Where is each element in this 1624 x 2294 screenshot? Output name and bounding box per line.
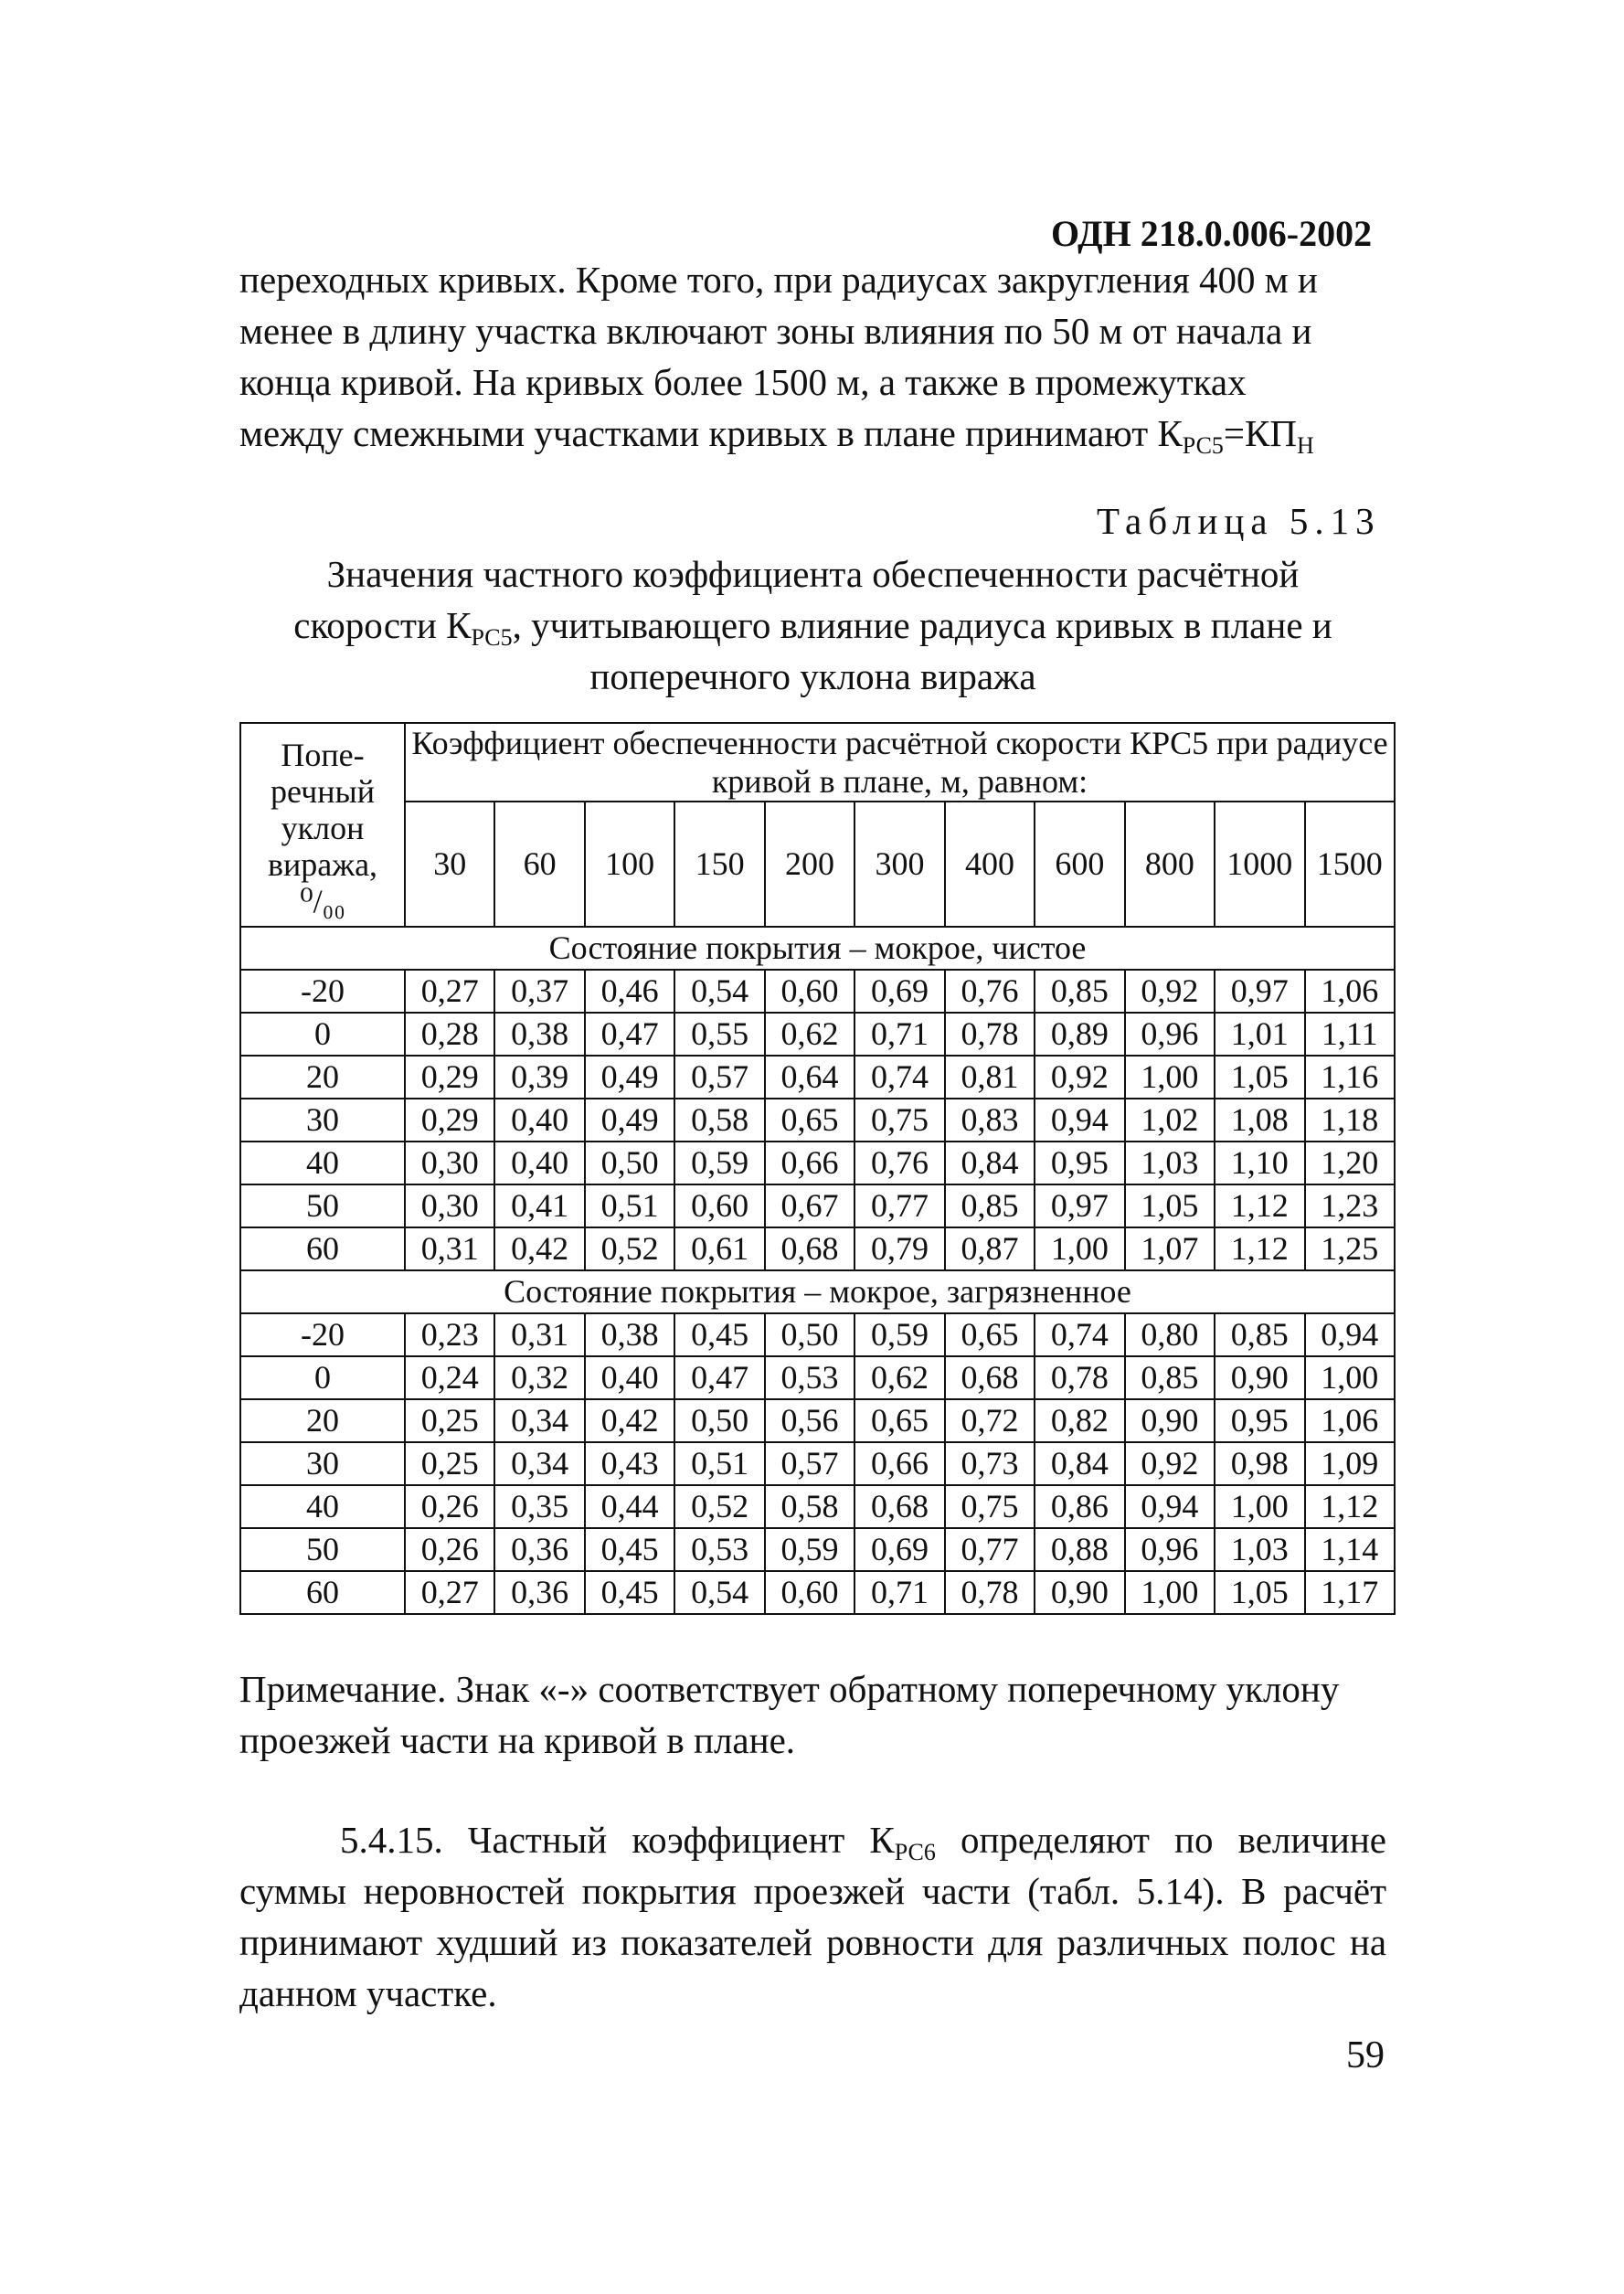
formula-subscript: РС5 (1182, 432, 1224, 459)
value-cell: 0,28 (405, 1013, 494, 1056)
value-cell: 0,84 (1035, 1442, 1124, 1485)
value-cell: 0,30 (405, 1142, 494, 1184)
radius-header-cell: 100 (585, 802, 674, 927)
value-cell: 1,10 (1215, 1142, 1304, 1184)
value-cell: 0,88 (1035, 1528, 1124, 1571)
value-cell: 0,30 (405, 1184, 494, 1227)
value-cell: 0,86 (1035, 1485, 1124, 1528)
row-header-cell (240, 723, 405, 927)
value-cell: 0,85 (1215, 1313, 1304, 1356)
value-cell: 0,90 (1125, 1399, 1215, 1442)
value-cell: 0,95 (1215, 1399, 1304, 1442)
value-cell: 0,56 (765, 1399, 854, 1442)
value-cell: 0,58 (765, 1485, 854, 1528)
intro-line: конца кривой. На кривых более 1500 м, а также в промежутках (239, 361, 1247, 403)
slope-cell: 0 (240, 1356, 405, 1399)
value-cell: 0,49 (585, 1099, 674, 1142)
value-cell: 0,77 (945, 1528, 1035, 1571)
value-cell: 1,12 (1215, 1227, 1304, 1270)
section-paragraph (239, 1814, 1386, 2019)
value-cell: 0,66 (765, 1142, 854, 1184)
caption-part: скорости К (293, 604, 472, 646)
value-cell: 0,90 (1215, 1356, 1304, 1399)
value-cell: 1,16 (1305, 1056, 1395, 1099)
value-cell: 1,17 (1305, 1571, 1395, 1614)
value-cell: 0,54 (674, 1571, 764, 1614)
value-cell: 0,45 (585, 1571, 674, 1614)
value-cell: 0,41 (494, 1184, 584, 1227)
group-header-cell: Коэффициент обеспеченности расчётной скорости КPC5 при радиусе кривой в плане, м, равном: (405, 723, 1395, 802)
radius-header-cell: 1500 (1305, 802, 1395, 927)
table-row (240, 970, 1395, 1013)
slope-cell: 50 (240, 1184, 405, 1227)
value-cell: 0,96 (1125, 1013, 1215, 1056)
radius-header-row (240, 802, 1395, 927)
value-cell: 0,85 (1035, 970, 1124, 1013)
value-cell: 0,92 (1125, 1442, 1215, 1485)
table-row (240, 1528, 1395, 1571)
table-note (239, 1663, 1386, 1766)
value-cell: 0,61 (674, 1227, 764, 1270)
table-caption (239, 548, 1386, 702)
value-cell: 0,50 (585, 1142, 674, 1184)
value-cell: 0,53 (765, 1356, 854, 1399)
value-cell: 0,24 (405, 1356, 494, 1399)
value-cell: 0,54 (674, 970, 764, 1013)
intro-line: переходных кривых. Кроме того, при радиусах закругления 400 м и (239, 259, 1318, 301)
value-cell: 0,96 (1125, 1528, 1215, 1571)
section-title-row (240, 927, 1395, 970)
value-cell: 1,00 (1035, 1227, 1124, 1270)
slope-cell: 30 (240, 1442, 405, 1485)
value-cell: 0,79 (854, 1227, 944, 1270)
radius-header-cell: 60 (494, 802, 584, 927)
value-cell: 0,31 (405, 1227, 494, 1270)
radius-header-cell: 300 (854, 802, 944, 927)
value-cell: 0,97 (1215, 970, 1304, 1013)
table-row (240, 1056, 1395, 1099)
value-cell: 0,40 (494, 1099, 584, 1142)
value-cell: 0,78 (1035, 1356, 1124, 1399)
slope-cell: 30 (240, 1099, 405, 1142)
value-cell: 0,26 (405, 1485, 494, 1528)
value-cell: 1,18 (1305, 1099, 1395, 1142)
value-cell: 0,80 (1125, 1313, 1215, 1356)
value-cell: 0,59 (765, 1528, 854, 1571)
value-cell: 0,40 (585, 1356, 674, 1399)
formula-subscript: Н (1297, 432, 1314, 459)
value-cell: 0,67 (765, 1184, 854, 1227)
value-cell: 0,45 (585, 1528, 674, 1571)
note-line: Примечание. Знак «-» соответствует обратному поперечному уклону (239, 1668, 1340, 1710)
value-cell: 0,27 (405, 1571, 494, 1614)
value-cell: 1,06 (1305, 1399, 1395, 1442)
value-cell: 0,47 (674, 1356, 764, 1399)
caption-line (239, 600, 1386, 651)
value-cell: 0,47 (585, 1013, 674, 1056)
value-cell: 0,74 (854, 1056, 944, 1099)
value-cell: 0,81 (945, 1056, 1035, 1099)
value-cell: 1,02 (1125, 1099, 1215, 1142)
value-cell: 0,23 (405, 1313, 494, 1356)
value-cell: 0,76 (854, 1142, 944, 1184)
value-cell: 0,73 (945, 1442, 1035, 1485)
value-cell: 0,72 (945, 1399, 1035, 1442)
value-cell: 0,94 (1305, 1313, 1395, 1356)
slope-cell: 40 (240, 1142, 405, 1184)
value-cell: 0,40 (494, 1142, 584, 1184)
table-row (240, 1013, 1395, 1056)
table-header-row (240, 723, 1395, 802)
section-title-row (240, 1270, 1395, 1313)
value-cell: 0,92 (1125, 970, 1215, 1013)
value-cell: 0,62 (854, 1356, 944, 1399)
table-row (240, 1442, 1395, 1485)
value-cell: 0,84 (945, 1142, 1035, 1184)
value-cell: 0,65 (765, 1099, 854, 1142)
slope-cell: 60 (240, 1571, 405, 1614)
value-cell: 0,57 (674, 1056, 764, 1099)
row-header-line: речный (271, 772, 375, 810)
value-cell: 1,05 (1215, 1056, 1304, 1099)
value-cell: 1,00 (1305, 1356, 1395, 1399)
value-cell: 0,51 (674, 1442, 764, 1485)
value-cell: 1,01 (1215, 1013, 1304, 1056)
table-body (240, 927, 1395, 1614)
value-cell: 0,95 (1035, 1142, 1124, 1184)
caption-line: Значения частного коэффициента обеспеченности расчётной (326, 553, 1300, 595)
value-cell: 0,71 (854, 1013, 944, 1056)
intro-line: менее в длину участка включают зоны влияния по 50 м от начала и (239, 310, 1312, 352)
value-cell: 0,44 (585, 1485, 674, 1528)
value-cell: 1,11 (1305, 1013, 1395, 1056)
paragraph-part: определяют по величине (935, 1819, 1387, 1861)
value-cell: 0,25 (405, 1442, 494, 1485)
table-row (240, 1571, 1395, 1614)
value-cell: 0,83 (945, 1099, 1035, 1142)
slope-cell: 0 (240, 1013, 405, 1056)
value-cell: 0,45 (674, 1313, 764, 1356)
value-cell: 0,36 (494, 1571, 584, 1614)
value-cell: 0,29 (405, 1056, 494, 1099)
note-line: проезжей части на кривой в плане. (239, 1719, 796, 1761)
value-cell: 1,05 (1125, 1184, 1215, 1227)
value-cell: 0,94 (1125, 1485, 1215, 1528)
value-cell: 0,34 (494, 1399, 584, 1442)
value-cell: 0,51 (585, 1184, 674, 1227)
value-cell: 0,59 (674, 1142, 764, 1184)
value-cell: 0,50 (765, 1313, 854, 1356)
value-cell: 0,89 (1035, 1013, 1124, 1056)
value-cell: 0,92 (1035, 1056, 1124, 1099)
value-cell: 0,50 (674, 1399, 764, 1442)
value-cell: 0,64 (765, 1056, 854, 1099)
value-cell: 0,39 (494, 1056, 584, 1099)
section-title: Состояние покрытия – мокрое, чистое (240, 927, 1395, 970)
value-cell: 0,36 (494, 1528, 584, 1571)
value-cell: 0,29 (405, 1099, 494, 1142)
value-cell: 1,00 (1125, 1571, 1215, 1614)
value-cell: 0,26 (405, 1528, 494, 1571)
value-cell: 0,58 (674, 1099, 764, 1142)
table-row (240, 1227, 1395, 1270)
value-cell: 1,08 (1215, 1099, 1304, 1142)
value-cell: 0,74 (1035, 1313, 1124, 1356)
value-cell: 0,87 (945, 1227, 1035, 1270)
value-cell: 0,65 (854, 1399, 944, 1442)
radius-header-cell: 1000 (1215, 802, 1304, 927)
table-row (240, 1356, 1395, 1399)
value-cell: 0,85 (945, 1184, 1035, 1227)
value-cell: 0,68 (765, 1227, 854, 1270)
caption-line: поперечного уклона виража (589, 655, 1036, 697)
value-cell: 0,60 (765, 970, 854, 1013)
value-cell: 0,90 (1035, 1571, 1124, 1614)
table-row (240, 1313, 1395, 1356)
value-cell: 0,68 (945, 1356, 1035, 1399)
value-cell: 0,62 (765, 1013, 854, 1056)
value-cell: 0,85 (1125, 1356, 1215, 1399)
intro-line-formula (239, 408, 1386, 459)
value-cell: 0,78 (945, 1571, 1035, 1614)
row-header-line: виража, (267, 845, 378, 883)
value-cell: 0,43 (585, 1442, 674, 1485)
value-cell: 0,38 (585, 1313, 674, 1356)
paragraph-part: принимают худший из показателей ровности для различных полос (239, 1921, 1336, 1963)
intro-line: между смежными участками кривых в плане принимают К (239, 412, 1183, 454)
row-header-line: Попе- (281, 736, 365, 773)
formula-equals: =КП (1223, 412, 1297, 454)
intro-paragraph (239, 254, 1386, 459)
slope-cell: 20 (240, 1399, 405, 1442)
paragraph-part: на данном участке. (239, 1921, 1387, 2014)
slope-cell: -20 (240, 1313, 405, 1356)
value-cell: 0,37 (494, 970, 584, 1013)
section-title: Состояние покрытия – мокрое, загрязненное (240, 1270, 1395, 1313)
radius-header-cell: 150 (674, 802, 764, 927)
value-cell: 0,66 (854, 1442, 944, 1485)
value-cell: 0,34 (494, 1442, 584, 1485)
row-header-line: уклон (281, 809, 365, 846)
value-cell: 1,09 (1305, 1442, 1395, 1485)
caption-part: , учитывающего влияние радиуса кривых в плане и (512, 604, 1332, 646)
table-row (240, 1485, 1395, 1528)
value-cell: 0,52 (585, 1227, 674, 1270)
value-cell: 0,53 (674, 1528, 764, 1571)
value-cell: 1,03 (1125, 1142, 1215, 1184)
slope-cell: 40 (240, 1485, 405, 1528)
value-cell: 0,35 (494, 1485, 584, 1528)
value-cell: 1,14 (1305, 1528, 1395, 1571)
radius-header-cell: 30 (405, 802, 494, 927)
value-cell: 0,31 (494, 1313, 584, 1356)
table-row (240, 1099, 1395, 1142)
radius-header-cell: 200 (765, 802, 854, 927)
value-cell: 0,76 (945, 970, 1035, 1013)
radius-header-cell: 600 (1035, 802, 1124, 927)
value-cell: 0,78 (945, 1013, 1035, 1056)
value-cell: 0,59 (854, 1313, 944, 1356)
value-cell: 0,82 (1035, 1399, 1124, 1442)
value-cell: 0,69 (854, 970, 944, 1013)
table-number: Таблица 5.13 (1097, 500, 1381, 542)
value-cell: 1,12 (1305, 1485, 1395, 1528)
value-cell: 0,77 (854, 1184, 944, 1227)
slope-cell: 60 (240, 1227, 405, 1270)
paragraph-part: суммы неровностей покрытия проезжей части (табл. 5.14). В расчёт (239, 1870, 1386, 1912)
slope-cell: 20 (240, 1056, 405, 1099)
value-cell: 0,94 (1035, 1099, 1124, 1142)
value-cell: 0,68 (854, 1485, 944, 1528)
value-cell: 0,42 (494, 1227, 584, 1270)
caption-subscript: РС5 (471, 624, 513, 651)
radius-header-cell: 400 (945, 802, 1035, 927)
table-row (240, 1184, 1395, 1227)
table-row (240, 1399, 1395, 1442)
value-cell: 0,27 (405, 970, 494, 1013)
value-cell: 0,57 (765, 1442, 854, 1485)
value-cell: 0,38 (494, 1013, 584, 1056)
value-cell: 0,71 (854, 1571, 944, 1614)
page-number: 59 (1346, 2034, 1385, 2076)
radius-header-cell: 800 (1125, 802, 1215, 927)
slope-cell: -20 (240, 970, 405, 1013)
value-cell: 0,60 (674, 1184, 764, 1227)
value-cell: 0,65 (945, 1313, 1035, 1356)
table-row (240, 1142, 1395, 1184)
value-cell: 1,12 (1215, 1184, 1304, 1227)
value-cell: 0,60 (765, 1571, 854, 1614)
value-cell: 1,03 (1215, 1528, 1304, 1571)
value-cell: 1,05 (1215, 1571, 1304, 1614)
coefficient-table (239, 722, 1396, 1615)
value-cell: 1,20 (1305, 1142, 1395, 1184)
value-cell: 0,25 (405, 1399, 494, 1442)
slope-cell: 50 (240, 1528, 405, 1571)
value-cell: 1,25 (1305, 1227, 1395, 1270)
value-cell: 0,49 (585, 1056, 674, 1099)
value-cell: 1,00 (1215, 1485, 1304, 1528)
value-cell: 0,97 (1035, 1184, 1124, 1227)
value-cell: 0,98 (1215, 1442, 1304, 1485)
value-cell: 0,32 (494, 1356, 584, 1399)
value-cell: 1,06 (1305, 970, 1395, 1013)
value-cell: 1,00 (1125, 1056, 1215, 1099)
value-cell: 0,75 (945, 1485, 1035, 1528)
document-code: ОДН 218.0.006-2002 (1051, 213, 1373, 254)
value-cell: 0,55 (674, 1013, 764, 1056)
value-cell: 0,46 (585, 970, 674, 1013)
row-header-line: ⁰/₀₀ (300, 882, 345, 919)
value-cell: 0,75 (854, 1099, 944, 1142)
value-cell: 1,07 (1125, 1227, 1215, 1270)
value-cell: 1,23 (1305, 1184, 1395, 1227)
paragraph-part: 5.4.15. Частный коэффициент К (340, 1819, 895, 1861)
value-cell: 0,69 (854, 1528, 944, 1571)
value-cell: 0,52 (674, 1485, 764, 1528)
value-cell: 0,42 (585, 1399, 674, 1442)
paragraph-subscript: РС6 (894, 1839, 936, 1865)
